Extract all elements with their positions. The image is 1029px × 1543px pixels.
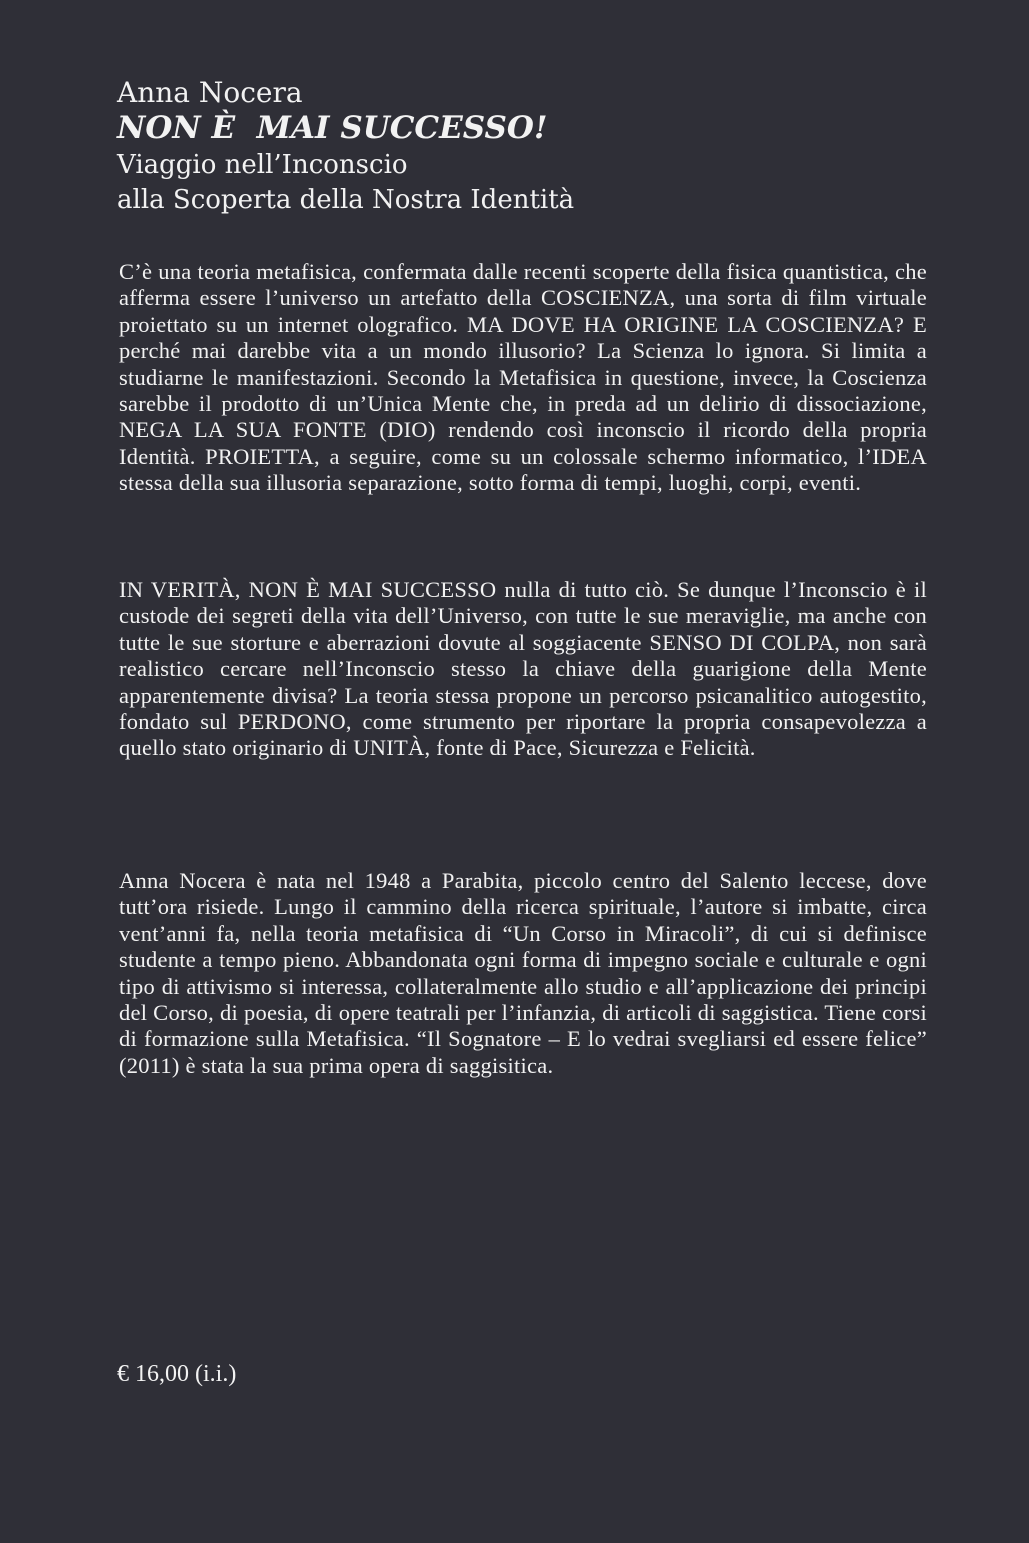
cover-header xyxy=(117,76,929,218)
author-bio-paragraph: Anna Nocera è nata nel 1948 a Parabita, piccolo centro del Salento leccese, dove tutt’ora risiede. Lungo il cammino della ricerca spirituale, l’autore si imbatte, circa vent’anni fa, nella teoria metafisica di “Un Corso in Miracoli”, di cui si definisce studente a tempo pieno. Abbandonata ogni forma di impegno sociale e culturale e ogni tipo di attivismo si interessa, collateralmente allo studio e all’applicazione dei principi del Corso, di poesia, di opere teatrali per l’infanzia, di articoli di saggistica. Tiene corsi di formazione sulla Metafisica. “Il Sognatore – E lo vedrai svegliarsi ed essere felice” (2011) è stata la sua prima opera di saggisitica. xyxy=(119,868,927,1078)
book-subtitle xyxy=(117,148,929,218)
subtitle-line-1: Viaggio nell’Inconscio xyxy=(117,150,408,180)
author-name: Anna Nocera xyxy=(117,76,303,109)
synopsis-paragraph-2: IN VERITÀ, NON È MAI SUCCESSO nulla di tutto ciò. Se dunque l’Inconscio è il custode dei segreti della vita dell’Universo, con tutte le sue meraviglie, ma anche con tutte le sue storture e aberrazioni dovute al soggiacente SENSO DI COLPA, non sarà realistico cercare nell’Inconscio stesso la chiave della guarigione della Mente apparentemente divisa? La teoria stessa propone un percorso psicanalitico autogestito, fondato sul PERDONO, come strumento per riportare la propria consapevolezza a quello stato originario di UNITÀ, fonte di Pace, Sicurezza e Felicità. xyxy=(119,577,927,761)
synopsis-paragraph-1: C’è una teoria metafisica, confermata dalle recenti scoperte della fisica quantistica, che afferma essere l’universo un artefatto della COSCIENZA, una sorta di film virtuale proiettato su un internet olografico. MA DOVE HA ORIGINE LA COSCIENZA? E perché mai darebbe vita a un mondo illusorio? La Scienza lo ignora. Si limita a studiarne le manifestazioni. Secondo la Metafisica in questione, invece, la Coscienza sarebbe il prodotto di un’Unica Mente che, in preda ad un delirio di dissociazione, NEGA LA SUA FONTE (DIO) rendendo così inconscio il ricordo della propria Identità. PROIETTA, a seguire, come su un colossale schermo informatico, l’IDEA stessa della sua illusoria separazione, sotto forma di tempi, luoghi, corpi, eventi. xyxy=(119,259,927,496)
price-label: € 16,00 (i.i.) xyxy=(117,1361,237,1387)
book-title: NON È MAI SUCCESSO! xyxy=(117,110,548,146)
subtitle-line-2: alla Scoperta della Nostra Identità xyxy=(117,185,575,215)
